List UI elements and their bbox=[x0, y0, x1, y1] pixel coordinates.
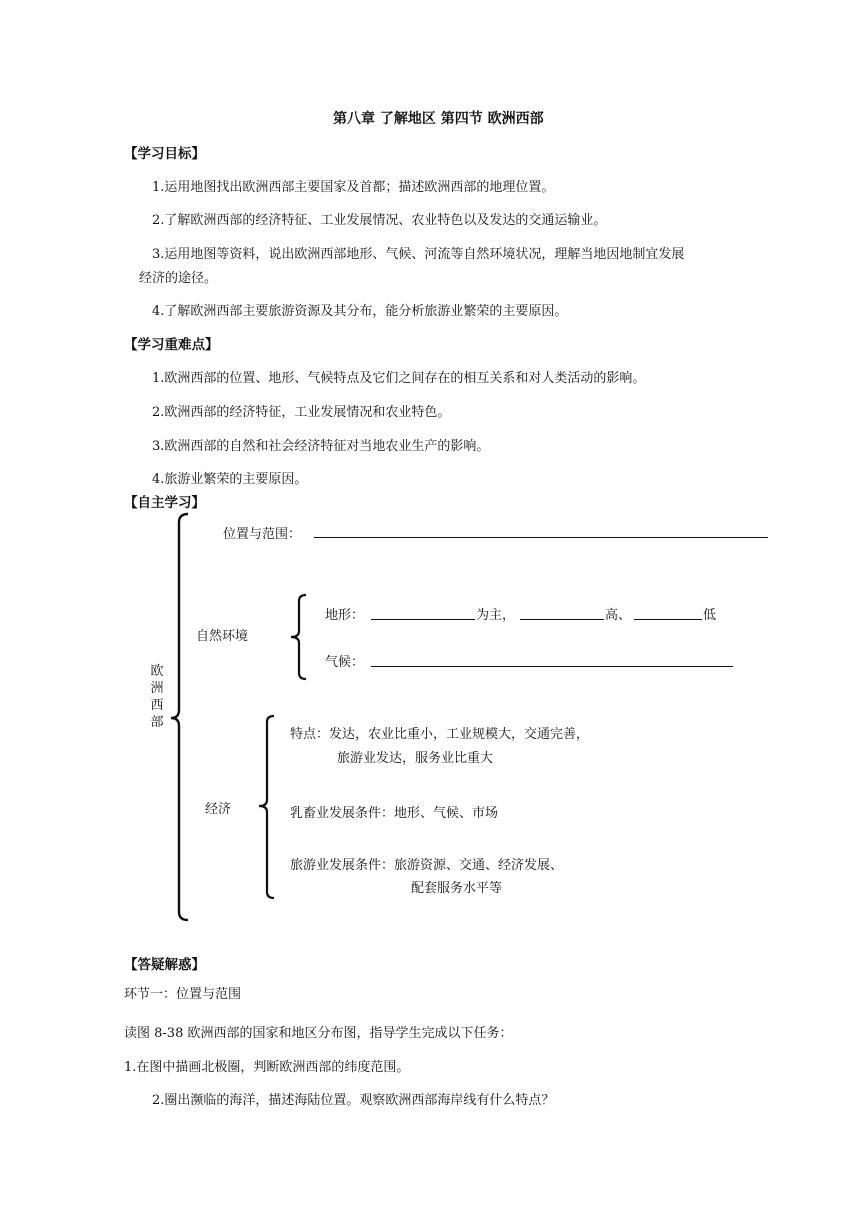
economy-brace bbox=[256, 714, 278, 902]
terrain-label: 地形： bbox=[325, 608, 365, 623]
terrain-low-blank[interactable] bbox=[634, 619, 702, 620]
mindmap-root-brace bbox=[168, 512, 192, 924]
tourism-conditions-line1: 旅游业发展条件：旅游资源、交通、经济发展、 bbox=[290, 858, 564, 873]
qa-heading: 【答疑解惑】 bbox=[124, 957, 205, 973]
terrain-low-text: 低 bbox=[703, 608, 717, 623]
key-point-item: 1.欧洲西部的位置、地形、气候特点及它们之间存在的相互关系和对人类活动的影响。 bbox=[152, 371, 646, 386]
climate-blank[interactable] bbox=[371, 666, 733, 667]
objective-item: 4.了解欧洲西部主要旅游资源及其分布，能分析旅游业繁荣的主要原因。 bbox=[152, 304, 568, 319]
objectives-heading: 【学习目标】 bbox=[124, 146, 205, 162]
economy-label: 经济 bbox=[205, 802, 232, 817]
position-label: 位置与范围： bbox=[223, 527, 302, 542]
key-point-item: 4.旅游业繁荣的主要原因。 bbox=[152, 472, 308, 487]
qa-task1: 1.在图中描画北极圈，判断欧洲西部的纬度范围。 bbox=[124, 1060, 410, 1075]
terrain-main-text: 为主， bbox=[476, 608, 516, 623]
qa-task2: 2.圈出濒临的海洋，描述海陆位置。观察欧洲西部海岸线有什么特点？ bbox=[152, 1093, 555, 1108]
self-study-heading: 【自主学习】 bbox=[124, 495, 205, 511]
climate-label: 气候： bbox=[325, 655, 365, 670]
objective-item: 2.了解欧洲西部的经济特征、工业发展情况、农业特色以及发达的交通运输业。 bbox=[152, 213, 607, 228]
objective-item-continued: 经济的途径。 bbox=[139, 271, 218, 286]
terrain-high-blank[interactable] bbox=[520, 619, 604, 620]
key-points-heading: 【学习重难点】 bbox=[124, 337, 219, 353]
key-point-item: 3.欧洲西部的自然和社会经济特征对当地农业生产的影响。 bbox=[152, 439, 490, 454]
mindmap-root-label bbox=[150, 663, 166, 731]
page-title: 第八章 了解地区 第四节 欧洲西部 bbox=[333, 111, 544, 127]
economy-feature-line1: 特点：发达，农业比重小，工业规模大，交通完善， bbox=[290, 727, 590, 742]
qa-step1: 环节一：位置与范围 bbox=[124, 987, 242, 1002]
qa-intro: 读图 8-38 欧洲西部的国家和地区分布图，指导学生完成以下任务： bbox=[124, 1026, 513, 1041]
nature-label: 自然环境 bbox=[196, 629, 249, 644]
objective-item: 1.运用地图找出欧洲西部主要国家及首都；描述欧洲西部的地理位置。 bbox=[152, 180, 555, 195]
position-blank[interactable] bbox=[314, 537, 768, 538]
dairy-conditions: 乳畜业发展条件：地形、气候、市场 bbox=[290, 806, 499, 821]
terrain-high-text: 高、 bbox=[605, 608, 632, 623]
mindmap-root-text: 欧洲西部 bbox=[150, 664, 164, 730]
key-point-item: 2.欧洲西部的经济特征，工业发展情况和农业特色。 bbox=[152, 405, 451, 420]
nature-brace bbox=[288, 593, 310, 683]
objective-item: 3.运用地图等资料，说出欧洲西部地形、气候、河流等自然环境状况，理解当地因地制宜发展 bbox=[152, 247, 685, 262]
economy-feature-line2: 旅游业发达，服务业比重大 bbox=[337, 751, 494, 766]
tourism-conditions-line2: 配套服务水平等 bbox=[411, 881, 503, 896]
terrain-main-blank[interactable] bbox=[371, 619, 475, 620]
